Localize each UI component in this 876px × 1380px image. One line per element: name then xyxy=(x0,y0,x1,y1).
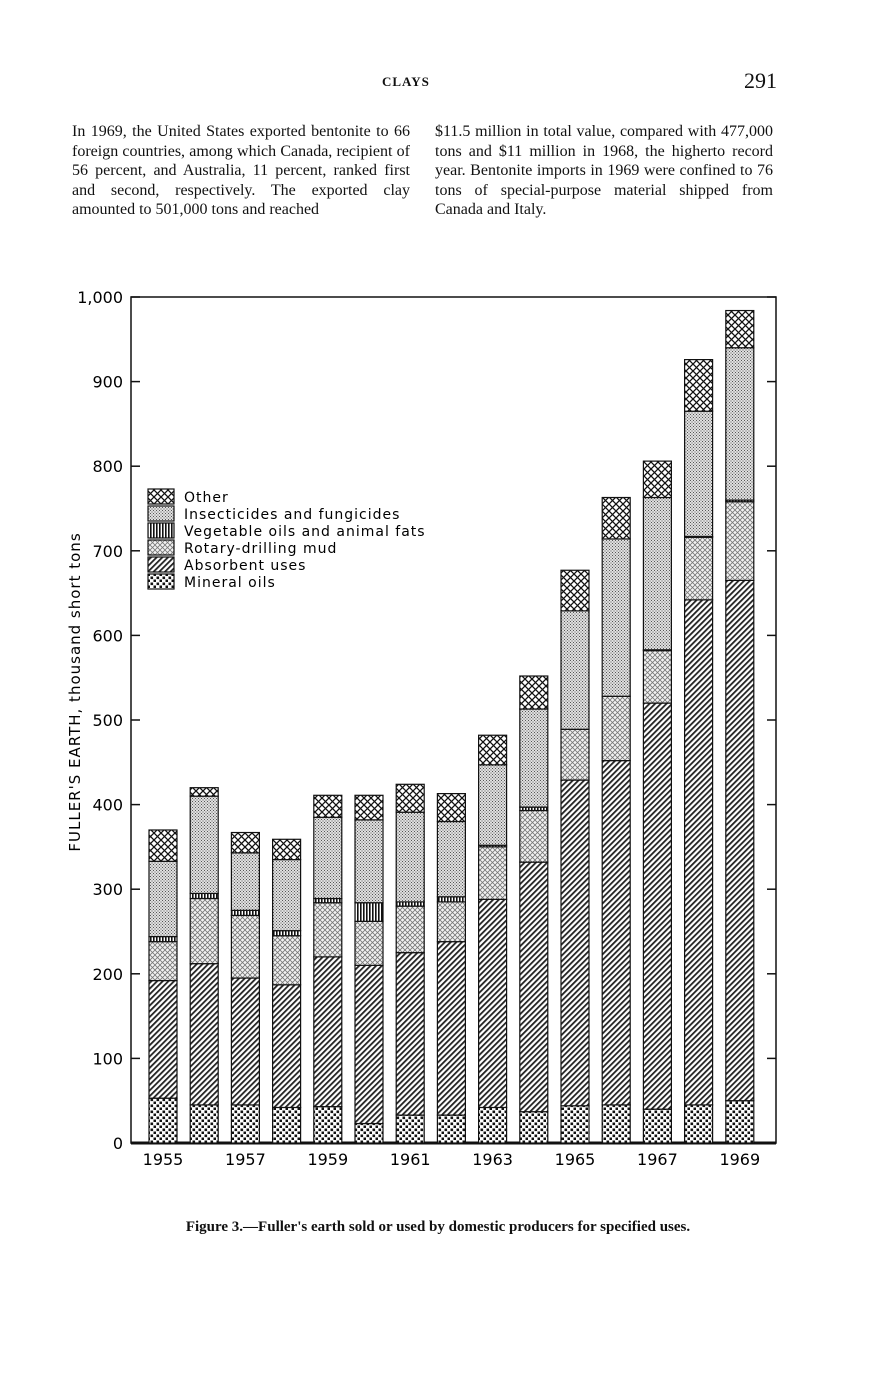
bar-1963-absorbent-uses xyxy=(479,899,507,1107)
bar-1961-vegetable-oils-and-animal-fats xyxy=(396,902,424,906)
bar-1969-insecticides-and-fungicides xyxy=(726,348,754,500)
bar-1958-mineral-oils xyxy=(273,1107,301,1143)
x-tick-label-1955: 1955 xyxy=(142,1150,184,1169)
legend-swatch-absorbent-uses xyxy=(148,557,174,572)
bar-1966-mineral-oils xyxy=(602,1105,630,1143)
bar-1959-rotary-drilling-mud xyxy=(314,903,342,957)
bar-1959-mineral-oils xyxy=(314,1107,342,1143)
legend-label-other: Other xyxy=(184,490,229,506)
bar-1962-mineral-oils xyxy=(437,1115,465,1143)
page-number: 291 xyxy=(744,68,777,93)
bar-1959-absorbent-uses xyxy=(314,957,342,1107)
bar-1965-absorbent-uses xyxy=(561,780,589,1106)
bar-1959-other xyxy=(314,795,342,817)
y-tick-label-0: 0 xyxy=(112,1134,123,1153)
bar-1961-mineral-oils xyxy=(396,1115,424,1143)
bar-1957-rotary-drilling-mud xyxy=(231,915,259,978)
bar-1961-insecticides-and-fungicides xyxy=(396,812,424,902)
y-tick-label-300: 300 xyxy=(92,880,123,900)
bar-1963-other xyxy=(479,735,507,765)
y-tick-label-400: 400 xyxy=(92,795,123,815)
bar-1960-absorbent-uses xyxy=(355,965,383,1123)
paragraph-left: In 1969, the United States exported bentonite to 66 foreign countries, among which Canada, recipient of 56 percent, and Australia, 11 percent, ranked first and second, respectively. The exported clay amounted to 501,000 tons and reached xyxy=(72,123,410,218)
y-axis-label: FULLER'S EARTH, thousand short tons xyxy=(66,532,84,852)
section-title: CLAYS xyxy=(382,74,430,89)
bar-1966-other xyxy=(602,498,630,539)
bar-1968-insecticides-and-fungicides xyxy=(685,411,713,536)
bar-1959-vegetable-oils-and-animal-fats xyxy=(314,899,342,903)
y-tick-label-1000: 1,000 xyxy=(77,288,123,307)
bar-1963-insecticides-and-fungicides xyxy=(479,765,507,845)
bar-1955-vegetable-oils-and-animal-fats xyxy=(149,937,177,942)
bar-1966-absorbent-uses xyxy=(602,761,630,1105)
legend-label-rotary-drilling-mud: Rotary-drilling mud xyxy=(184,541,338,557)
legend-label-vegetable-oils-and-animal-fats: Vegetable oils and animal fats xyxy=(184,524,426,540)
bar-1962-other xyxy=(437,794,465,822)
bar-1957-other xyxy=(231,833,259,853)
bar-1956-mineral-oils xyxy=(190,1105,218,1143)
bar-1962-rotary-drilling-mud xyxy=(437,902,465,942)
legend-label-mineral-oils: Mineral oils xyxy=(184,575,276,591)
bar-1967-other xyxy=(643,461,671,497)
bar-1960-vegetable-oils-and-animal-fats xyxy=(355,903,383,922)
bar-1958-absorbent-uses xyxy=(273,985,301,1108)
bar-1961-rotary-drilling-mud xyxy=(396,906,424,953)
bar-1961-absorbent-uses xyxy=(396,953,424,1115)
bar-1957-mineral-oils xyxy=(231,1105,259,1143)
bar-1967-rotary-drilling-mud xyxy=(643,651,671,703)
bar-1960-mineral-oils xyxy=(355,1124,383,1143)
y-tick-label-900: 900 xyxy=(92,372,123,392)
legend-label-insecticides-and-fungicides: Insecticides and fungicides xyxy=(184,507,401,523)
legend-label-absorbent-uses: Absorbent uses xyxy=(184,558,307,574)
bar-1968-rotary-drilling-mud xyxy=(685,537,713,600)
bar-1955-rotary-drilling-mud xyxy=(149,942,177,981)
bar-1965-insecticides-and-fungicides xyxy=(561,611,589,729)
y-tick-label-600: 600 xyxy=(92,626,123,646)
bar-1961-other xyxy=(396,784,424,812)
bar-1955-other xyxy=(149,830,177,861)
bar-1958-insecticides-and-fungicides xyxy=(273,860,301,931)
bar-1969-absorbent-uses xyxy=(726,580,754,1100)
bar-1967-insecticides-and-fungicides xyxy=(643,498,671,650)
x-tick-label-1961: 1961 xyxy=(389,1150,431,1169)
bar-1956-other xyxy=(190,788,218,796)
bar-1968-mineral-oils xyxy=(685,1105,713,1143)
bar-1964-other xyxy=(520,676,548,709)
legend-swatch-other xyxy=(148,489,174,504)
bar-1962-insecticides-and-fungicides xyxy=(437,822,465,897)
bar-1957-insecticides-and-fungicides xyxy=(231,853,259,911)
bar-1969-mineral-oils xyxy=(726,1101,754,1143)
y-tick-label-800: 800 xyxy=(92,457,123,477)
bar-1958-vegetable-oils-and-animal-fats xyxy=(273,931,301,936)
bar-1968-other xyxy=(685,360,713,412)
bar-1956-absorbent-uses xyxy=(190,964,218,1105)
y-tick-label-500: 500 xyxy=(92,711,123,730)
bar-1955-mineral-oils xyxy=(149,1098,177,1143)
bar-1964-rotary-drilling-mud xyxy=(520,811,548,863)
x-tick-label-1965: 1965 xyxy=(554,1150,596,1169)
bar-1962-vegetable-oils-and-animal-fats xyxy=(437,897,465,902)
x-tick-label-1969: 1969 xyxy=(719,1150,761,1169)
bar-1968-absorbent-uses xyxy=(685,600,713,1105)
legend-swatch-vegetable-oils-and-animal-fats xyxy=(148,523,174,538)
y-tick-label-700: 700 xyxy=(92,541,123,561)
x-tick-label-1963: 1963 xyxy=(472,1150,513,1169)
bar-1958-rotary-drilling-mud xyxy=(273,936,301,985)
bar-1958-other xyxy=(273,839,301,859)
bar-1962-absorbent-uses xyxy=(437,942,465,1115)
bar-1963-mineral-oils xyxy=(479,1107,507,1143)
bar-1964-absorbent-uses xyxy=(520,862,548,1112)
bar-1966-insecticides-and-fungicides xyxy=(602,539,630,696)
legend-swatch-insecticides-and-fungicides xyxy=(148,506,174,521)
bar-1967-mineral-oils xyxy=(643,1109,671,1143)
bar-1957-absorbent-uses xyxy=(231,978,259,1105)
bar-1969-other xyxy=(726,311,754,348)
bar-1957-vegetable-oils-and-animal-fats xyxy=(231,910,259,915)
bar-1960-insecticides-and-fungicides xyxy=(355,820,383,903)
bar-1956-vegetable-oils-and-animal-fats xyxy=(190,893,218,898)
paragraph-right: $11.5 million in total value, compared with 477,000 tons and $11 million in 1968, the higherto record year. Bentonite imports in 1969 were confined to 76 tons of special-purpose material shipped from Canada and Italy. xyxy=(435,123,773,218)
bar-1964-mineral-oils xyxy=(520,1112,548,1143)
x-tick-label-1957: 1957 xyxy=(225,1150,266,1169)
figure-caption: Figure 3.—Fuller's earth sold or used by domestic producers for specified uses. xyxy=(185,1219,691,1235)
bar-1967-absorbent-uses xyxy=(643,703,671,1109)
bar-1959-insecticides-and-fungicides xyxy=(314,817,342,898)
bar-1965-rotary-drilling-mud xyxy=(561,729,589,780)
bar-1963-rotary-drilling-mud xyxy=(479,847,507,899)
x-tick-label-1959: 1959 xyxy=(307,1150,349,1169)
bar-1955-absorbent-uses xyxy=(149,981,177,1099)
bar-1965-mineral-oils xyxy=(561,1106,589,1143)
legend-swatch-mineral-oils xyxy=(148,574,174,589)
bar-1965-other xyxy=(561,570,589,611)
bar-1966-rotary-drilling-mud xyxy=(602,696,630,760)
y-tick-label-200: 200 xyxy=(92,964,123,984)
x-tick-label-1967: 1967 xyxy=(637,1150,678,1169)
bar-1956-insecticides-and-fungicides xyxy=(190,796,218,893)
bar-1960-other xyxy=(355,795,383,820)
bar-1960-rotary-drilling-mud xyxy=(355,921,383,965)
bar-1956-rotary-drilling-mud xyxy=(190,899,218,964)
legend-swatch-rotary-drilling-mud xyxy=(148,540,174,555)
bar-1964-insecticides-and-fungicides xyxy=(520,709,548,807)
y-tick-label-100: 100 xyxy=(92,1049,123,1069)
bar-1969-rotary-drilling-mud xyxy=(726,502,754,581)
bar-1955-insecticides-and-fungicides xyxy=(149,861,177,936)
